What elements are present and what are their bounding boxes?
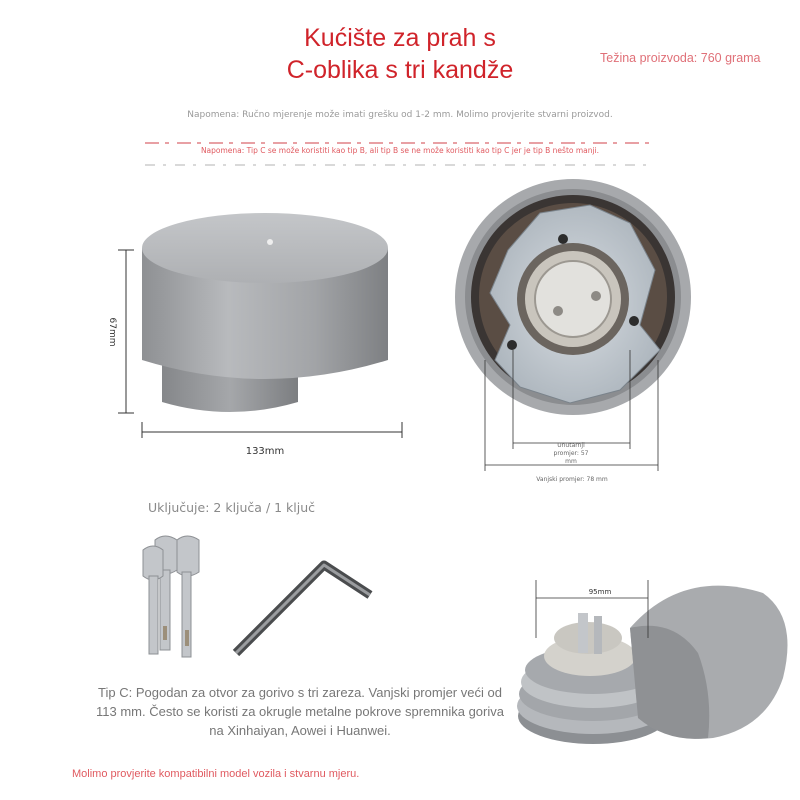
product-description: Tip C: Pogodan za otvor za gorivo s tri zareza. Vanjski promjer veći od 113 mm. Često se koristi za okrugle metalne pokrove spremnika goriva na Xinhaiyan, Aowei i Huanwei. bbox=[96, 685, 504, 738]
lock-width-label: 95mm bbox=[588, 588, 612, 596]
keys-image bbox=[125, 530, 225, 665]
inner-diameter-label bbox=[554, 442, 589, 465]
includes-label: Uključuje: 2 ključa / 1 ključ bbox=[148, 500, 316, 515]
svg-text:Unutarnji: Unutarnji bbox=[557, 442, 585, 449]
width-label: 133mm bbox=[245, 446, 285, 457]
type-compatibility-note: Napomena: Tip C se može koristiti kao tip B, ali tip B se ne može koristiti kao tip C jer je tip B nešto manji. bbox=[200, 146, 600, 155]
page-title bbox=[200, 22, 600, 86]
svg-text:promjer: 57: promjer: 57 bbox=[553, 450, 589, 457]
product-weight: Težina proizvoda: 760 grama bbox=[600, 51, 761, 65]
height-label: 67mm bbox=[107, 317, 117, 347]
title-line-2: C-oblika s tri kandže bbox=[286, 56, 514, 84]
hex-key-image bbox=[228, 555, 378, 665]
cap-with-lock-image bbox=[508, 578, 798, 753]
cap-bottom-view bbox=[450, 175, 700, 490]
svg-text:mm: mm bbox=[565, 458, 577, 465]
height-dimension-line bbox=[118, 250, 134, 413]
cap-side-view bbox=[107, 210, 420, 470]
title-line-1: Kućište za prah s bbox=[304, 24, 496, 52]
outer-diameter-label: Vanjski promjer: 78 mm bbox=[536, 476, 608, 483]
measurement-note: Napomena: Ručno mjerenje može imati grešku od 1-2 mm. Molimo provjerite stvarni proizvod. bbox=[187, 110, 613, 120]
width-dimension-line bbox=[142, 422, 402, 438]
compatibility-warning: Molimo provjerite kompatibilni model vozila i stvarnu mjeru. bbox=[72, 768, 360, 780]
